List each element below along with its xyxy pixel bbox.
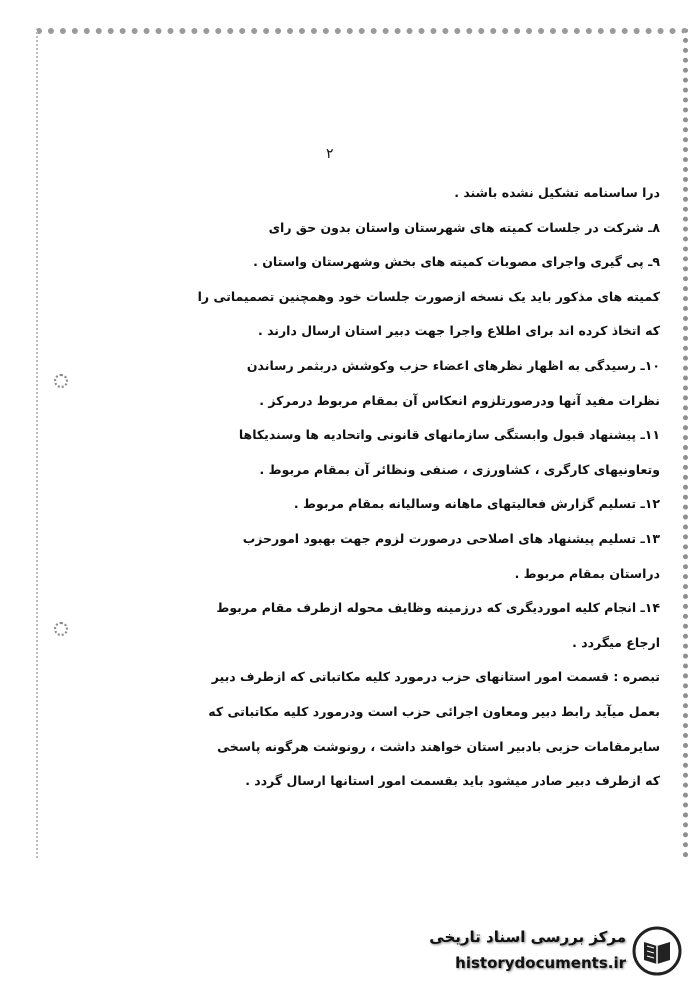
text-line: کمیته های مذکور باید یک نسخه ازصورت جلسات خود وهمچنین تصمیماتی را (197, 288, 660, 304)
text-line: دراستان بمقام مربوط . (514, 565, 660, 581)
text-line: درا ساسنامه تشکیل نشده باشند . (454, 185, 660, 200)
text-line: که ازطرف دبیر صادر میشود باید بقسمت امور استانها ارسال گردد . (245, 773, 660, 789)
text-line: ۱۰ـ رسیدگی به اظهار نظرهای اعضاء حزب وکوشش دربثمر رساندن (246, 357, 660, 373)
text-line: ۹ـ پی گیری واجرای مصوبات کمیته های بخش وشهرستان واستان . (253, 254, 660, 270)
text-line: ۱۲ـ تسلیم گزارش فعالیتهای ماهانه وسالیانه بمقام مربوط . (293, 496, 660, 512)
book-emblem-icon (632, 926, 682, 976)
org-name: مرکز بررسی اسناد تاریخی (429, 928, 626, 946)
text-line: تبصره : قسمت امور استانهای حزب درمورد کلیه مکاتباتی که ازطرف دبیر (211, 669, 660, 685)
text-line: ارجاع میگردد . (572, 634, 660, 650)
text-line: نظرات مفید آنها ودرصورتلزوم انعکاس آن بمقام مربوط درمرکز . (259, 392, 660, 408)
scan-speck (54, 622, 68, 636)
text-line: ۸ـ شرکت در جلسات کمیته های شهرستان واستان بدون حق رای (268, 219, 660, 235)
site-url: historydocuments.ir (455, 954, 626, 972)
text-line: سایرمقامات حزبی بادبیر استان خواهند داشت ، رونوشت هرگونه پاسخی (217, 738, 660, 754)
text-line: ۱۱ـ پیشنهاد قبول وابستگی سازمانهای قانونی واتحادیه ها وسندیکاها (238, 427, 660, 443)
text-line: ۱۴ـ انجام کلیه اموردیگری که درزمینه وظایف محوله ازطرف مقام مربوط (216, 600, 660, 616)
scan-speck (54, 374, 68, 388)
text-line: وتعاونیهای کارگری ، کشاورزی ، صنفی ونظائر آن بمقام مربوط . (259, 461, 660, 477)
text-line: بعمل میآید رابط دبیر ومعاون اجرائی حزب است ودرمورد کلیه مکاتباتی که (208, 703, 660, 719)
text-line: ۱۳ـ تسلیم پیشنهاد های اصلاحی درصورت لزوم جهت بهبود امورحزب (242, 530, 660, 546)
watermark-footer (426, 924, 690, 978)
document-body (130, 178, 660, 801)
page-number: ۲ (326, 146, 334, 162)
text-line: که اتخاذ کرده اند برای اطلاع واجرا جهت دبیر استان ارسال دارند . (257, 323, 660, 339)
